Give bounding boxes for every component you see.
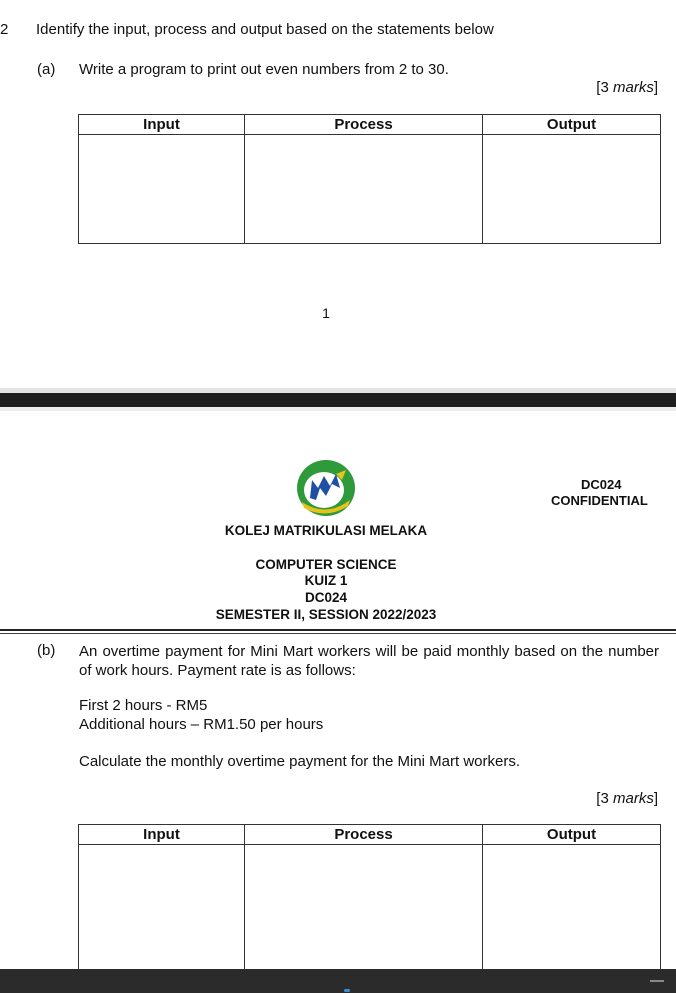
process-header: Process bbox=[245, 115, 483, 135]
part-b-iop-table bbox=[78, 824, 661, 974]
output-cell[interactable] bbox=[483, 135, 661, 244]
header-divider-thin bbox=[0, 633, 676, 634]
subject-title: COMPUTER SCIENCE bbox=[255, 557, 397, 572]
page-number: 1 bbox=[322, 305, 330, 321]
page-separator bbox=[0, 393, 676, 407]
viewer-bottom-bar bbox=[0, 969, 676, 993]
part-a-label: (a) bbox=[37, 61, 56, 78]
output-header: Output bbox=[483, 825, 661, 845]
part-a-marks bbox=[596, 79, 658, 96]
process-cell[interactable] bbox=[245, 845, 483, 974]
table-header-row bbox=[79, 115, 661, 135]
semester-session: SEMESTER II, SESSION 2022/2023 bbox=[215, 607, 437, 622]
quiz-title: KUIZ 1 bbox=[304, 573, 348, 588]
question-instruction: Identify the input, process and output based on the statements below bbox=[36, 21, 494, 38]
input-header: Input bbox=[79, 115, 245, 135]
rate-first-hours: First 2 hours - RM5 bbox=[79, 697, 208, 714]
input-header: Input bbox=[79, 825, 245, 845]
header-confidential: CONFIDENTIAL bbox=[551, 493, 648, 508]
header-divider bbox=[0, 629, 676, 631]
table-header-row bbox=[79, 825, 661, 845]
part-a-text: Write a program to print out even numbers from 2 to 30. bbox=[79, 61, 449, 78]
scroll-indicator[interactable] bbox=[344, 989, 350, 992]
output-header: Output bbox=[483, 115, 661, 135]
input-cell[interactable] bbox=[79, 845, 245, 974]
part-b-label: (b) bbox=[37, 642, 56, 659]
input-cell[interactable] bbox=[79, 135, 245, 244]
question-number: 2 bbox=[0, 21, 9, 38]
process-header: Process bbox=[245, 825, 483, 845]
part-b-text: An overtime payment for Mini Mart workers will be paid monthly based on the number of work hours. Payment rate is as follows: bbox=[79, 643, 659, 679]
page-separator-shadow bbox=[0, 407, 676, 411]
part-b-marks-text: [3 marks] bbox=[596, 790, 658, 807]
process-cell[interactable] bbox=[245, 135, 483, 244]
part-a-marks-text: [3 marks] bbox=[596, 79, 658, 96]
kmm-logo-icon bbox=[296, 458, 356, 518]
menu-handle-icon[interactable] bbox=[650, 980, 664, 982]
course-code: DC024 bbox=[304, 590, 348, 605]
table-row bbox=[79, 845, 661, 974]
college-name: KOLEJ MATRIKULASI MELAKA bbox=[224, 523, 428, 538]
part-a-iop-table bbox=[78, 114, 661, 244]
rate-additional-hours: Additional hours – RM1.50 per hours bbox=[79, 716, 324, 733]
header-course-code: DC024 bbox=[581, 477, 622, 492]
output-cell[interactable] bbox=[483, 845, 661, 974]
part-b-marks bbox=[596, 790, 658, 807]
part-b-task: Calculate the monthly overtime payment for the Mini Mart workers. bbox=[79, 753, 520, 770]
table-row bbox=[79, 135, 661, 244]
